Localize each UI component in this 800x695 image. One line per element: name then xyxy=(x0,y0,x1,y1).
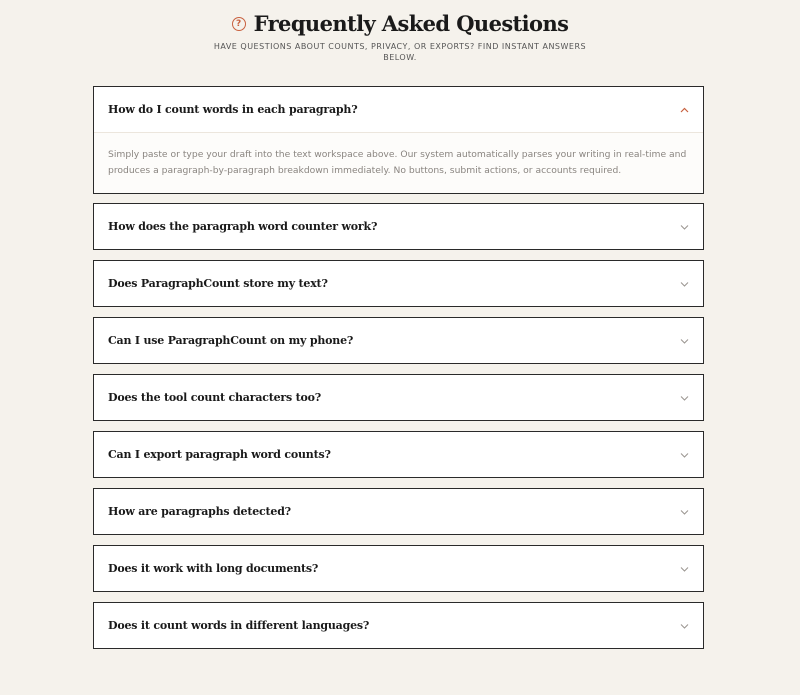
faq-question-toggle[interactable] xyxy=(94,489,703,534)
chevron-down-icon[interactable] xyxy=(679,222,689,232)
faq-question-toggle[interactable] xyxy=(94,603,703,648)
faq-item xyxy=(93,431,704,478)
chevron-down-icon[interactable] xyxy=(679,564,689,574)
chevron-down-icon[interactable] xyxy=(679,450,689,460)
faq-question-toggle[interactable] xyxy=(94,318,703,363)
chevron-down-icon[interactable] xyxy=(679,393,689,403)
help-circle-icon: ? xyxy=(232,17,246,31)
faq-question-text: Does it count words in different languages? xyxy=(108,619,370,632)
chevron-down-icon[interactable] xyxy=(679,336,689,346)
faq-item xyxy=(93,317,704,364)
chevron-up-icon[interactable] xyxy=(679,105,689,115)
faq-item xyxy=(93,602,704,649)
faq-question-toggle[interactable] xyxy=(94,375,703,420)
faq-header xyxy=(0,8,800,63)
faq-item xyxy=(93,86,704,194)
faq-question-text: Does the tool count characters too? xyxy=(108,391,322,404)
faq-question-toggle[interactable] xyxy=(94,204,703,249)
faq-question-text: How do I count words in each paragraph? xyxy=(108,103,358,116)
faq-question-text: Does it work with long documents? xyxy=(108,562,319,575)
faq-question-toggle[interactable] xyxy=(94,546,703,591)
page-title: Frequently Asked Questions xyxy=(253,10,569,36)
faq-item xyxy=(93,260,704,307)
faq-question-text: How does the paragraph word counter work? xyxy=(108,220,378,233)
chevron-down-icon[interactable] xyxy=(679,279,689,289)
faq-item xyxy=(93,203,704,250)
faq-item xyxy=(93,374,704,421)
faq-question-toggle[interactable] xyxy=(94,261,703,306)
faq-item xyxy=(93,488,704,535)
faq-question-toggle[interactable] xyxy=(94,87,703,133)
faq-question-toggle[interactable] xyxy=(94,432,703,477)
title-row xyxy=(0,8,800,38)
faq-answer-text: Simply paste or type your draft into the text workspace above. Our system automatically parses your writing in real-time and produces a paragraph-by-paragraph breakdown immediately. No buttons, submit actions, or accounts required. xyxy=(94,133,703,193)
page-subtitle: HAVE QUESTIONS ABOUT COUNTS, PRIVACY, OR EXPORTS? FIND INSTANT ANSWERS BELOW. xyxy=(213,42,587,62)
chevron-down-icon[interactable] xyxy=(679,621,689,631)
chevron-down-icon[interactable] xyxy=(679,507,689,517)
faq-question-text: Does ParagraphCount store my text? xyxy=(108,277,328,290)
faq-list xyxy=(93,86,704,659)
faq-question-text: How are paragraphs detected? xyxy=(108,505,291,518)
faq-question-text: Can I use ParagraphCount on my phone? xyxy=(108,334,354,347)
faq-question-text: Can I export paragraph word counts? xyxy=(108,448,331,461)
faq-item xyxy=(93,545,704,592)
